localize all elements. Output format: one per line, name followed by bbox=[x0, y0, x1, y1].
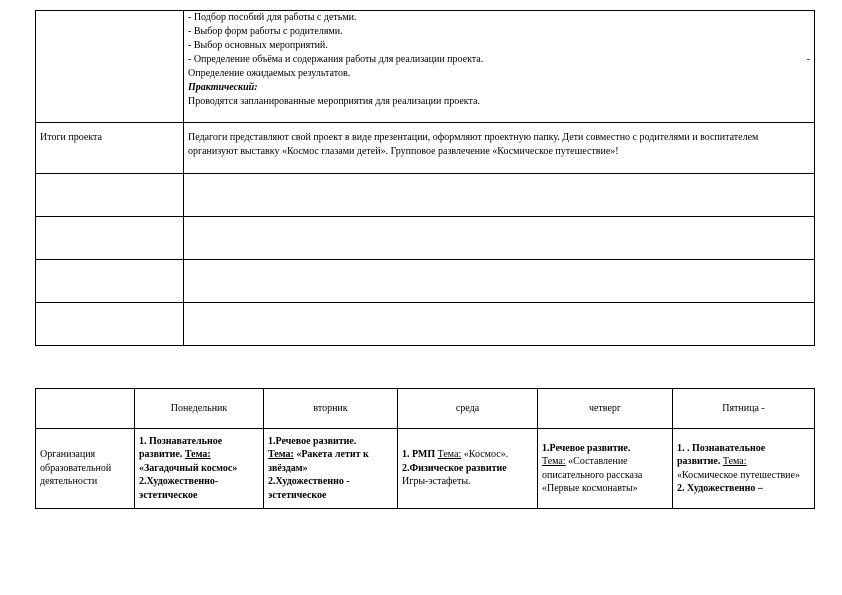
preparation-cell bbox=[184, 11, 815, 123]
day-header: Понедельник bbox=[135, 389, 264, 429]
friday-cell bbox=[673, 429, 815, 509]
topic: «Космическое путешествие» bbox=[677, 469, 800, 481]
day-header: четверг bbox=[538, 389, 673, 429]
topic: «Космос». bbox=[463, 449, 509, 461]
activity: 1.Речевое развитие. bbox=[268, 435, 357, 447]
day-header: Пятница - bbox=[673, 389, 815, 429]
empty-cell bbox=[184, 260, 815, 303]
tuesday-cell bbox=[264, 429, 398, 509]
wednesday-cell bbox=[398, 429, 538, 509]
activity: 1. РМП bbox=[402, 449, 436, 461]
empty-cell bbox=[184, 217, 815, 260]
empty-cell bbox=[184, 303, 815, 346]
line: Определение ожидаемых результатов. bbox=[188, 68, 351, 79]
activity: 2.Художественно - эстетическое bbox=[268, 476, 350, 501]
activity: 2.Художественно-эстетическое bbox=[139, 476, 219, 501]
empty-cell bbox=[36, 11, 184, 123]
activity: 2.Физическое развитие bbox=[402, 462, 507, 474]
practical-text: Проводятся запланированные мероприятия для реализации проекта. bbox=[188, 96, 480, 107]
empty-cell bbox=[36, 260, 184, 303]
topic: «Составление описательного рассказа «Первые космонавты» bbox=[542, 456, 643, 494]
line-text: - Определение объёма и содержания работы для реализации проекта. bbox=[188, 54, 484, 65]
day-header: вторник bbox=[264, 389, 398, 429]
empty-cell bbox=[36, 303, 184, 346]
empty-cell bbox=[36, 217, 184, 260]
empty-cell bbox=[36, 174, 184, 217]
activity: 2. Художественно – bbox=[677, 483, 763, 494]
activity: 1. Познавательное развитие. bbox=[139, 435, 223, 461]
practical-label: Практический: bbox=[188, 82, 258, 93]
empty-cell bbox=[184, 174, 815, 217]
dash: - bbox=[806, 54, 810, 65]
row-label: Организация образовательной деятельности bbox=[36, 429, 135, 509]
topic: «Ракета летит к звёздам» bbox=[268, 449, 369, 474]
schedule-table bbox=[35, 388, 815, 509]
topic-label: Тема: bbox=[542, 456, 566, 467]
activity: 1.Речевое развитие. bbox=[542, 442, 631, 454]
topic: «Загадочный космос» bbox=[139, 462, 238, 474]
empty-cell bbox=[36, 389, 135, 429]
activity-detail: Игры-эстафеты. bbox=[402, 476, 471, 488]
line: - Выбор форм работы с родителями. bbox=[188, 26, 343, 37]
project-table bbox=[35, 10, 815, 346]
topic-label: Тема: bbox=[437, 449, 462, 461]
topic-label: Тема: bbox=[268, 449, 294, 461]
line: - Выбор основных мероприятий. bbox=[188, 40, 328, 51]
topic-label: Тема: bbox=[722, 456, 747, 467]
results-text: Педагоги представляют свой проект в виде презентации, оформляют проектную папку. Дети совместно с родителями и воспитателем организуют выставку «Космос глазами детей». Групповое развлечение «Космическое путешествие»! bbox=[184, 123, 815, 174]
thursday-cell bbox=[538, 429, 673, 509]
monday-cell bbox=[135, 429, 264, 509]
results-label: Итоги проекта bbox=[36, 123, 184, 174]
topic-label: Тема: bbox=[184, 449, 211, 461]
activity: 1. . Познавательное развитие. bbox=[677, 442, 766, 467]
day-header: среда bbox=[398, 389, 538, 429]
line bbox=[188, 53, 810, 67]
line: - Подбор пособий для работы с детьми. bbox=[188, 12, 357, 23]
